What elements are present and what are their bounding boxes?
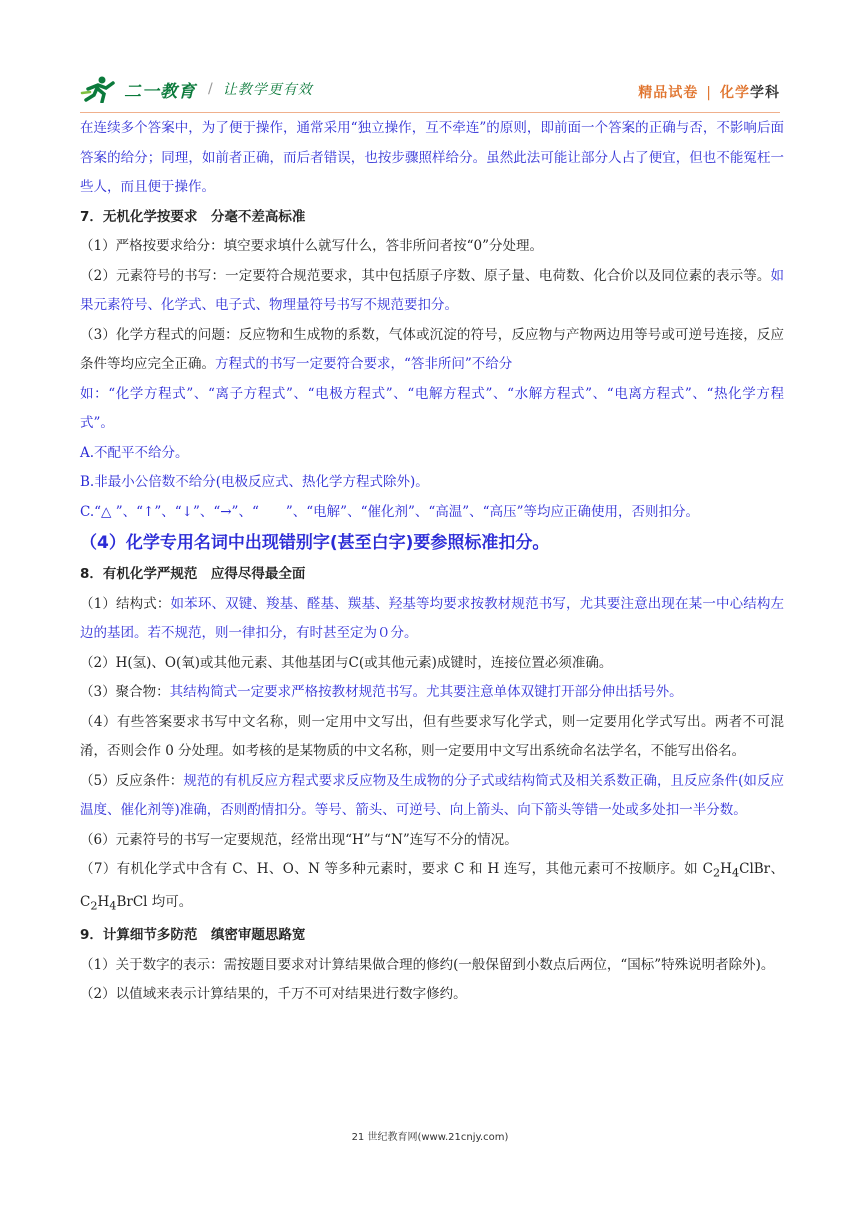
subject-suffix: 学科 [750,85,780,101]
text-run-highlight: 如果元素符号、化学式、电子式、物理量符号书写不规范要扣分。 [80,267,784,313]
text-run-highlight: 其结构简式一定要求严格按教材规范书写。尤其要注意单体双键打开部分伸出括号外。 [169,684,683,700]
paragraph [80,855,784,921]
logo [80,74,313,104]
paragraph [80,321,784,380]
header-separator: | [706,85,712,101]
list-item: B.非最小公倍数不给分(电极反应式、热化学方程式除外)。 [80,474,429,490]
paragraph: （1）关于数字的表示：需按题目要求对计算结果做合理的修约(一般保留到小数点后两位，“国标”特殊说明者除外)。 [80,956,775,973]
section-heading-7: 7．无机化学按要求 分毫不差高标准 [80,208,306,225]
paragraph [80,678,784,708]
header-divider: / [208,81,213,97]
list-item: A.不配平不给分。 [80,444,189,461]
paper-type: 精品试卷 [638,85,699,101]
paragraph: （2）H(氢)、O(氧)或其他元素、其他基团与C(或其他元素)成键时，连接位置必须准确。 [80,654,613,671]
text-run: 、 [770,861,785,877]
paragraph [80,590,784,649]
text-run: 均可。 [147,894,193,911]
subject-name: 化学 [720,85,750,101]
subject-label [638,82,780,102]
paragraph: （2）以值域来表示计算结果的，千万不可对结果进行数字修约。 [80,986,467,1003]
page-footer: 21 世纪教育网(www.21cnjy.com) [351,1132,509,1143]
list-item: C.“△ ”、“↑”、“↓”、“→”、“ ”、“电解”、“催化剂”、“高温”、“高压”等均应正确使用，否则扣分。 [80,503,699,520]
text-run: （5）反应条件： [80,772,184,789]
formula-1: $C_2H_4ClBr$ [702,861,771,880]
paragraph: 在连续多个答案中，为了便于操作，通常采用“独立操作，互不牵连”的原则，即前面一个答案的正确与否，不影响后面答案的给分；同理，如前者正确，而后者错误，也按步骤照样给分。虽然此法可能让部分人占了便宜，但也不能冤枉一些人，而且便于操作。 [80,120,784,195]
paragraph: 如：“化学方程式”、“离子方程式”、“电极方程式”、“电解方程式”、“水解方程式”、“电离方程式”、“热化学方程式”。 [80,385,784,431]
emphasis-heading: （4）化学专用名词中出现错别字(甚至白字)要参照标准扣分。 [80,533,550,553]
text-run: （1）结构式： [80,595,171,612]
paragraph: （4）有些答案要求书写中文名称，则一定用中文写出，但有些要求写化学式，则一定要用化学式写出。两者不可混淆，否则会作 0 分处理。如考核的是某物质的中文名称，则一定要用中文写出系统命名法学名，不能写出俗名。 [80,713,784,759]
document-body [80,114,784,1010]
text-run: （3）聚合物： [80,684,170,700]
runner-logo-icon [80,75,120,103]
slogan: 让教学更有效 [222,82,313,98]
paragraph [80,767,784,826]
paragraph: （6）元素符号的书写一定要规范，经常出现“H”与“N”连写不分的情况。 [80,831,518,848]
text-run: （3）化学方程式的问题：反应物和生成物的系数，气体或沉淀的符号，反应物与产物两边用等号或可逆号连接，反应条件等均应完全正确。 [80,326,784,372]
text-run-highlight: 方程式的书写一定要符合要求，“答非所问”不给分 [215,356,513,372]
formula-2: $C_2H_4BrCl$ [80,894,148,913]
brand-name: 二一教育 [124,81,196,102]
text-run: （2）元素符号的书写：一定要符合规范要求，其中包括原子序数、原子量、电荷数、化合价以及同位素的表示等。 [80,267,771,284]
paragraph: （1）严格按要求给分：填空要求填什么就写什么，答非所问者按“0”分处理。 [80,238,543,254]
paragraph [80,262,784,321]
text-run: （7）有机化学式中含有 C、H、O、N 等多种元素时，要求 C 和 H 连写，其他元素可不按顺序。如 [80,861,703,877]
page-header [80,72,780,113]
section-heading-8: 8．有机化学严规范 应得尽得最全面 [80,566,306,582]
section-heading-9: 9．计算细节多防范 缜密审题思路宽 [80,927,306,944]
text-run-highlight: 规范的有机反应方程式要求反应物及生成物的分子式或结构简式及相关系数正确，且反应条件(如反应温度、催化剂等)准确，否则酌情扣分。等号、箭头、可逆号、向上箭头、向下箭头等错一处或多处扣一半分数。 [80,772,784,818]
text-run-highlight: 如苯环、双键、羧基、醛基、羰基、羟基等均要求按教材规范书写，尤其要注意出现在某一中心结构左边的基团。若不规范，则一律扣分，有时甚至定为０分。 [80,595,785,641]
